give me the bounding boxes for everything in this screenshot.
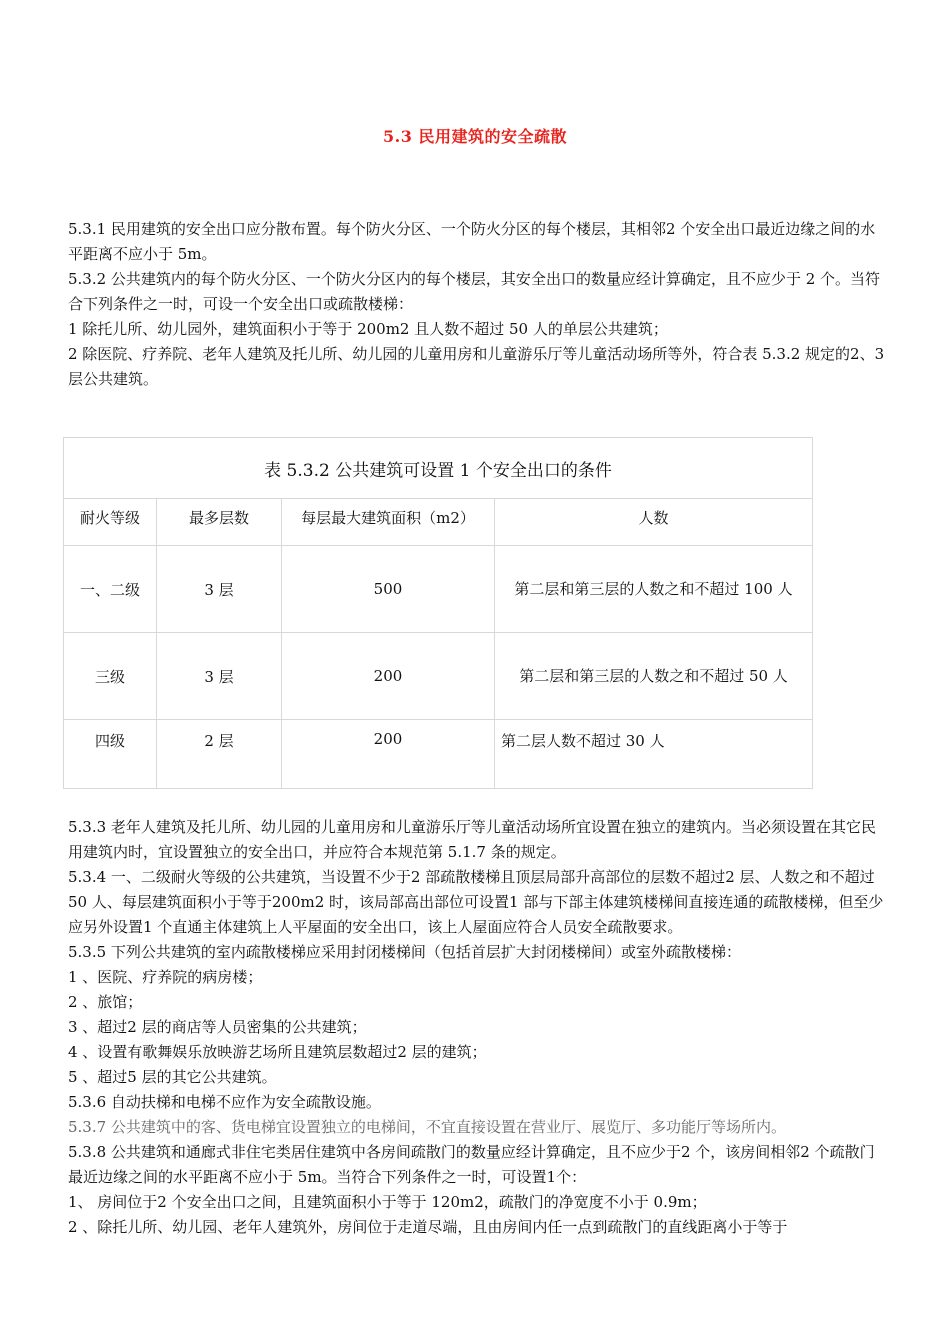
clause-5-3-5: 5.3.5 下列公共建筑的室内疏散楼梯应采用封闭楼梯间（包括首层扩大封闭楼梯间）或室外疏散楼梯：	[68, 943, 741, 961]
table-row	[64, 546, 813, 633]
clause-5-3-5-item-3: 3 、超过2 层的商店等人员密集的公共建筑；	[68, 1018, 367, 1036]
clause-5-3-8-item-2: 2 、除托儿所、幼儿园、老年人建筑外，房间位于走道尽端，且由房间内任一点到疏散门的直线距离小于等于	[68, 1218, 788, 1236]
table-cell: 500	[282, 546, 495, 633]
clause-5-3-4: 5.3.4 一、二级耐火等级的公共建筑，当设置不少于2 部疏散楼梯且顶层局部升高部位的层数不超过2 层、人数之和不超过 50 人、每层建筑面积小于等于200m2 时，该局部高出部位可设置1 部与下部主体建筑楼梯间直接连通的疏散楼梯，但至少应另外设置1 个直通主体建筑上人平屋面的安全出口，该上人屋面应符合人员安全疏散要求。	[68, 868, 884, 936]
clause-5-3-5-item-1: 1 、医院、疗养院的病房楼；	[68, 968, 263, 986]
table-5-3-2	[63, 437, 813, 789]
header-fire-rating: 耐火等级	[64, 499, 157, 546]
clause-5-3-5-item-5: 5 、超过5 层的其它公共建筑。	[68, 1068, 277, 1086]
clause-5-3-8-item-1: 1、 房间位于2 个安全出口之间，且建筑面积小于等于 120m2，疏散门的净宽度不小于 0.9m；	[68, 1193, 707, 1211]
clause-5-3-1: 5.3.1 民用建筑的安全出口应分散布置。每个防火分区、一个防火分区的每个楼层，其相邻2 个安全出口最近边缘之间的水平距离不应小于 5m。	[68, 220, 876, 263]
table-cell: 2 层	[157, 720, 282, 789]
clause-5-3-8: 5.3.8 公共建筑和通廊式非住宅类居住建筑中各房间疏散门的数量应经计算确定，且不应少于2 个，该房间相邻2 个疏散门最近边缘之间的水平距离不应小于 5m。当符合下列条件之一时，可设置1个：	[68, 1143, 875, 1186]
table-cell: 一、二级	[64, 546, 157, 633]
clause-5-3-3: 5.3.3 老年人建筑及托儿所、幼儿园的儿童用房和儿童游乐厅等儿童活动场所宜设置在独立的建筑内。当必须设置在其它民用建筑内时，宜设置独立的安全出口，并应符合本规范第 5.1.7 条的规定。	[68, 818, 876, 861]
header-max-area: 每层最大建筑面积（m2）	[282, 499, 495, 546]
section-text-bottom	[68, 815, 888, 1240]
table-header-row	[64, 499, 813, 546]
table-cell: 第二层和第三层的人数之和不超过 100 人	[495, 546, 813, 633]
table-cell: 第二层和第三层的人数之和不超过 50 人	[495, 633, 813, 720]
table-cell: 3 层	[157, 546, 282, 633]
table-cell: 四级	[64, 720, 157, 789]
table-row	[64, 720, 813, 789]
clause-5-3-5-item-4: 4 、设置有歌舞娱乐放映游艺场所且建筑层数超过2 层的建筑；	[68, 1043, 487, 1061]
page-title: 5.3 民用建筑的安全疏散	[383, 127, 567, 146]
section-text-top	[68, 217, 888, 392]
clause-5-3-7: 5.3.7 公共建筑中的客、货电梯宜设置独立的电梯间，不宜直接设置在营业厅、展览厅、多功能厅等场所内。	[68, 1118, 786, 1136]
header-max-floors: 最多层数	[157, 499, 282, 546]
table-cell: 200	[282, 720, 495, 789]
table-cell: 三级	[64, 633, 157, 720]
clause-5-3-2: 5.3.2 公共建筑内的每个防火分区、一个防火分区内的每个楼层，其安全出口的数量应经计算确定，且不应少于 2 个。当符合下列条件之一时，可设一个安全出口或疏散楼梯：	[68, 270, 881, 313]
clause-5-3-2-item-1: 1 除托儿所、幼儿园外，建筑面积小于等于 200m2 且人数不超过 50 人的单层公共建筑；	[68, 320, 668, 338]
table-cell: 第二层人数不超过 30 人	[495, 720, 813, 789]
header-occupants: 人数	[495, 499, 813, 546]
clause-5-3-5-item-2: 2 、旅馆；	[68, 993, 143, 1011]
table-row	[64, 633, 813, 720]
table-caption: 表 5.3.2 公共建筑可设置 1 个安全出口的条件	[64, 438, 813, 499]
table-cell: 200	[282, 633, 495, 720]
clause-5-3-6: 5.3.6 自动扶梯和电梯不应作为安全疏散设施。	[68, 1093, 381, 1111]
table-cell: 3 层	[157, 633, 282, 720]
clause-5-3-2-item-2: 2 除医院、疗养院、老年人建筑及托儿所、幼儿园的儿童用房和儿童游乐厅等儿童活动场所等外，符合表 5.3.2 规定的2、3 层公共建筑。	[68, 345, 885, 388]
